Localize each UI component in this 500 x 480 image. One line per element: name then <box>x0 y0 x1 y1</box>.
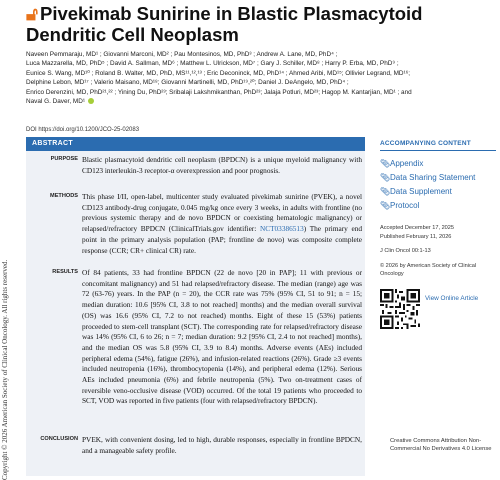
article-title <box>26 3 496 45</box>
conclusion-text: PVEK, with convenient dosing, led to high, durable responses, especially in frontline BPDCN, and a manageable safety profile. <box>82 435 362 455</box>
methods-label: METHODS <box>50 193 78 199</box>
view-online-article-link[interactable]: View Online Article <box>425 294 479 302</box>
doi-link[interactable]: DOI https://doi.org/10.1200/JCO-25-02083 <box>26 127 140 133</box>
open-access-icon: 🔓︎ <box>26 3 38 24</box>
purpose-label: PURPOSE <box>50 156 78 162</box>
license-notice[interactable]: Creative Commons Attribution Non-Commercial No Derivatives 4.0 License <box>390 438 492 452</box>
paperclip-icon: 📎︎ <box>380 201 391 210</box>
author-line: Delphine Lebon, MD¹⁷ ; Valerio Maisano, MD¹⁸; Giovanni Martinelli, MD, PhD¹⁹,²⁰; Daniel J. DeAngelo, MD, PhD⁴ ; <box>26 79 349 87</box>
paperclip-icon: 📎︎ <box>380 187 391 196</box>
publication-meta <box>380 224 496 279</box>
conclusion-label: CONCLUSION <box>40 436 78 442</box>
accompanying-content-panel <box>380 137 496 329</box>
author-line: Enrico Derenzini, MD, PhD²¹,²² ; Yining Du, PhD²³; Sribalaji Lakshmikanthan, PhD²³; Jalaja Potluri, MD²³; Hagop M. Kantarjian, MD¹ ; and <box>26 88 412 96</box>
orcid-icon[interactable] <box>88 98 94 104</box>
clinicaltrials-link[interactable]: NCT03386513 <box>259 224 304 234</box>
journal-citation: J Clin Oncol 00:1-13 <box>380 248 431 254</box>
accepted-date: Accepted December 17, 2025 <box>380 225 455 231</box>
protocol-link[interactable]: 📎︎ Protocol <box>380 201 420 210</box>
appendix-link[interactable]: 📎︎ Appendix <box>380 159 424 168</box>
results-label: RESULTS <box>52 269 78 275</box>
author-line: Eunice S. Wang, MD¹⁰ ; Roland B. Walter, MD, PhD, MS¹¹,¹²,¹³ ; Eric Deconinck, MD, PhD¹⁴ ; Ahmed Aribi, MD¹⁵; Ollivier Legrand, MD¹⁶; <box>26 69 411 77</box>
article-title-text: Pivekimab Sunirine in Blastic Plasmacytoid Dendritic Cell Neoplasm <box>26 3 423 45</box>
side-copyright-text: Copyright © 2026 American Society of Clinical Oncology. All rights reserved. <box>1 259 9 480</box>
paperclip-icon: 📎︎ <box>380 173 391 182</box>
data-sharing-statement-link[interactable]: 📎︎ Data Sharing Statement <box>380 173 476 182</box>
abstract-body <box>26 151 365 476</box>
copyright-notice: © 2026 by American Society of Clinical Oncology <box>380 262 477 277</box>
results-text: Of 84 patients, 33 had frontline BPDCN (22 de novo [20 in PAP]; 11 with previous or concomitant malignancy) and 51 had relapsed/refractory disease. The median (range) age was 72 (63-76) years. In the PAP (n = 20), the CCR rate was 75% (95% CI, 51 to 91; n = 15; median duration: 10.6 [95% CI, 3.8 to not reached] months) and the median overall survival (OS) was 16.6 (95% CI, 7.2 to not reached) months. Eight of these 15 (53%) patients proceeded to stem-cell transplant (SCT). The corresponding rate for relapsed/refractory disease was 14% (95% CI, 6 to 26; n = 7; median duration: 9.2 [95% CI, 2.4 to not reached] months), and the median OS was 5.8 (95% CI, 3.9 to 8.4) months. Adverse events (AEs) included peripheral edema (54%), fatigue (26%), and infusion-related reactions (26%). Grade ≥3 events included neutropenia (16%), thrombocytopenia (14%), and peripheral edema (12%). Serious AEs included pneumonia (6%) and febrile neutropenia (5%). Two on-treatment cases of reversible veno-occlusive disease (VOD) occurred. Of the total 19 patients who proceeded to SCT, VOD was reported in five patients (four with relapsed/refractory BPDCN). <box>82 268 362 406</box>
author-list <box>26 50 494 106</box>
paperclip-icon: 📎︎ <box>380 159 391 168</box>
author-line: Naveen Pemmaraju, MD¹ ; Giovanni Marconi, MD² ; Pau Montesinos, MD, PhD³ ; Andrew A. Lane, MD, PhD⁴ ; <box>26 51 338 58</box>
author-line: Naval G. Daver, MD¹ <box>26 97 494 106</box>
author-line: Luca Mazzarella, MD, PhD⁵ ; David A. Sallman, MD⁶ ; Matthew L. Ulrickson, MD⁷ ; Gary J. Schiller, MD⁸ ; Harry P. Erba, MD, PhD⁹ ; <box>26 60 399 68</box>
abstract-header: ABSTRACT <box>26 137 365 151</box>
qr-code-icon[interactable] <box>380 289 420 329</box>
accompanying-content-header: ACCOMPANYING CONTENT <box>380 137 496 151</box>
methods-text: This phase I/II, open-label, multicenter study evaluated pivekimab sunirine (PVEK), a novel CD123 antibody-drug conjugate, 0.045 mg/kg once every 3 weeks, in adults with frontline (no previous systemic therapy and de novo BPDCN or coexisting hematologic malignancy) or relapsed/refractory BPDCN (ClinicalTrials.gov identifier: NCT03386513) The primary end point in the primary analysis population (PAP; frontline de novo) was composite complete response (CCR; CR+ clinical CR) rate. <box>82 192 363 255</box>
published-date: Published February 11, 2026 <box>380 233 452 240</box>
view-online-row <box>380 289 496 329</box>
side-copyright-strip <box>0 150 12 480</box>
purpose-text: Blastic plasmacytoid dendritic cell neoplasm (BPDCN) is a unique myeloid malignancy with CD123 interleukin-3 receptor-α overexpression and poor prognosis. <box>82 155 362 175</box>
data-supplement-link[interactable]: 📎︎ Data Supplement <box>380 187 452 196</box>
